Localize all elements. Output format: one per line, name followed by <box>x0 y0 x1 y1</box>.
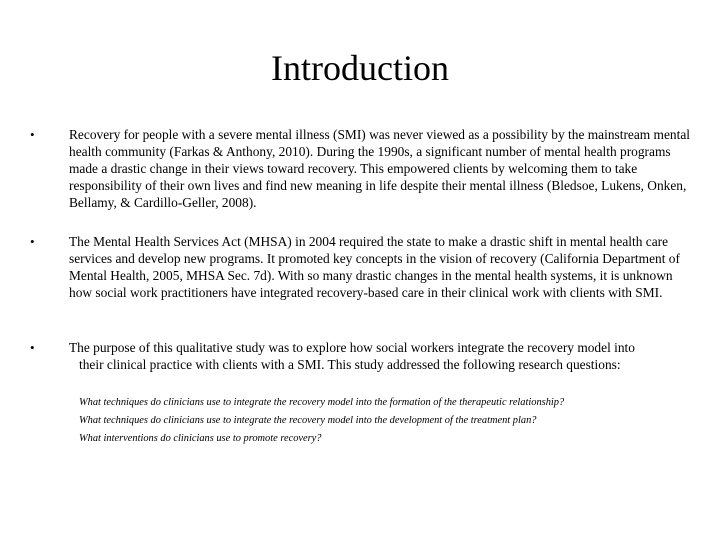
research-question: What techniques do clinicians use to integrate the recovery model into the development of the treatment plan? <box>79 415 537 426</box>
bullet-marker: • <box>30 234 35 249</box>
slide-title: Introduction <box>271 48 449 88</box>
bullet-text: The Mental Health Services Act (MHSA) in 2004 required the state to make a drastic shift in mental health care services and develop new programs. It promoted key concepts in the vision of recovery (California Department of Mental Health, 2005, MHSA Sec. 7d). With so many drastic changes in the mental health systems, it is unknown how social work practitioners have integrated recovery-based care in their clinical work with clients with SMI. <box>69 234 680 300</box>
bullet-text-line: their clinical practice with clients with a SMI. This study addressed the following research questions: <box>79 357 621 372</box>
research-question: What interventions do clinicians use to promote recovery? <box>79 433 322 444</box>
research-question: What techniques do clinicians use to integrate the recovery model into the formation of the therapeutic relationship? <box>79 397 565 408</box>
bullet-item <box>30 126 692 211</box>
bullet-text: Recovery for people with a severe mental illness (SMI) was never viewed as a possibility by the mainstream mental health community (Farkas & Anthony, 2010). During the 1990s, a significant number of mental health programs made a drastic change in their views toward recovery. This empowered clients by welcoming them to take responsibility of their own lives and find new meaning in life despite their mental illness (Bledsoe, Lukens, Onken, Bellamy, & Cardillo-Geller, 2008). <box>69 127 690 210</box>
bullet-item <box>30 233 692 301</box>
bullet-marker: • <box>30 340 35 355</box>
bullet-marker: • <box>30 127 35 142</box>
bullet-text-line: The purpose of this qualitative study was to explore how social workers integrate the recovery model into <box>69 340 635 355</box>
bullet-text <box>69 339 692 373</box>
research-questions <box>79 394 709 448</box>
bullet-item <box>30 339 692 373</box>
